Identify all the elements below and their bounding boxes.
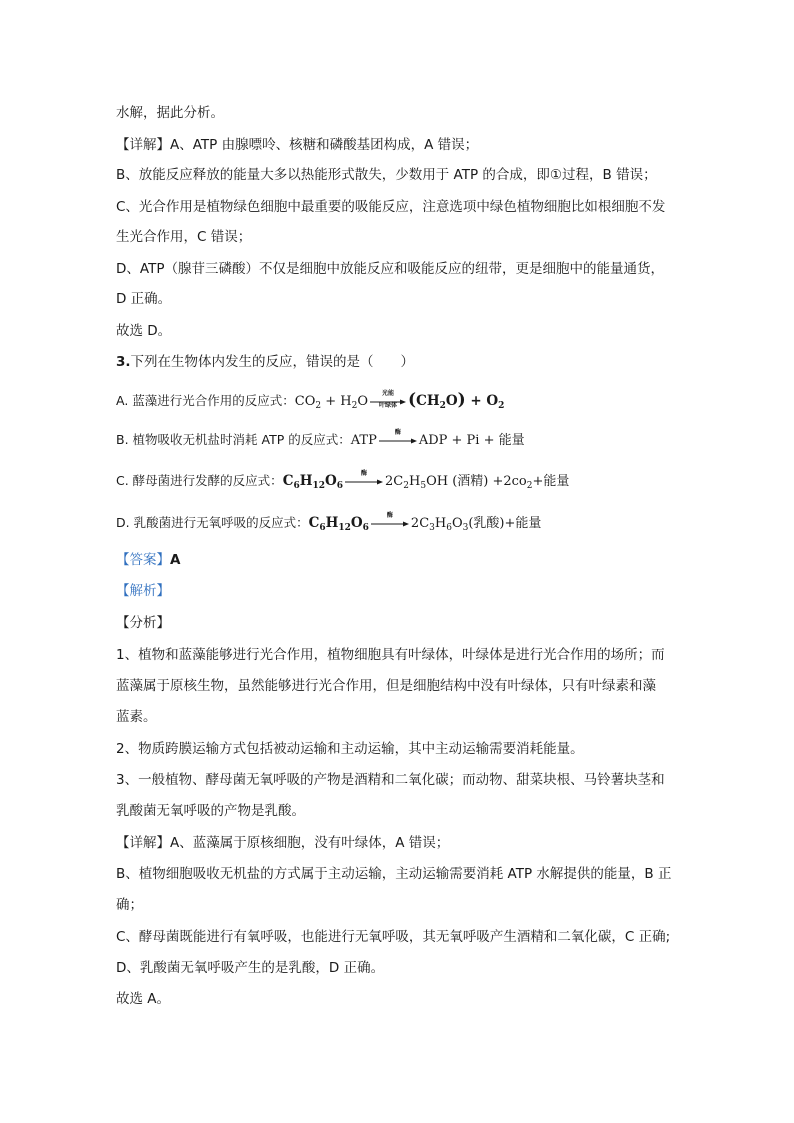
- option-a-products: $(CH_2O) + O_2$: [408, 390, 505, 411]
- option-c-reactant: $C_6H_{12}O_6$: [282, 473, 344, 491]
- text-line: 蓝藻属于原核生物，虽然能够进行光合作用，但是细胞结构中没有叶绿体，只有叶绿素和藻: [116, 678, 656, 694]
- text-line: D、乳酸菌无氧呼吸产生的是乳酸，D 正确。: [116, 960, 385, 976]
- text-line: 确；: [116, 897, 143, 913]
- text-line: 3、一般植物、酵母菌无氧呼吸的产物是酒精和二氧化碳；而动物、甜菜块根、马铃薯块茎和: [116, 772, 665, 788]
- reaction-arrow: 酶: [345, 479, 383, 485]
- text-line: D、ATP（腺苷三磷酸）不仅是细胞中放能反应和吸能反应的纽带，更是细胞中的能量通货，: [116, 261, 664, 277]
- option-b-reactant: ATP: [350, 433, 377, 448]
- answer-line: [116, 551, 180, 569]
- option-b: [116, 428, 525, 450]
- text-line: 2、物质跨膜运输方式包括被动运输和主动运输，其中主动运输需要消耗能量。: [116, 741, 584, 757]
- text-line: C、酵母菌既能进行有氧呼吸，也能进行无氧呼吸，其无氧呼吸产生酒精和二氧化碳，C 正确;: [116, 929, 671, 945]
- text-line: 乳酸菌无氧呼吸的产物是乳酸。: [116, 803, 305, 819]
- option-d-reactant: $C_6H_{12}O_6$: [308, 515, 369, 533]
- reaction-arrow: 光能 叶绿体: [370, 399, 406, 405]
- question-number: 3.: [116, 354, 131, 370]
- text-line: 【详解】A、蓝藻属于原核细胞，没有叶绿体，A 错误；: [116, 835, 450, 851]
- text-line: 故选 D。: [116, 323, 172, 339]
- text-line: 故选 A。: [116, 991, 171, 1007]
- option-d-prefix: D. 乳酸菌进行无氧呼吸的反应式：: [116, 515, 309, 530]
- option-a-reactants: $CO_2 + H_2O$: [294, 394, 369, 411]
- reaction-arrow: 酶: [371, 521, 409, 527]
- answer-value: A: [170, 552, 181, 568]
- option-c-prefix: C. 酵母菌进行发酵的反应式：: [116, 473, 283, 488]
- question-text: 下列在生物体内发生的反应，错误的是（ ）: [130, 354, 415, 370]
- option-b-product: ADP + Pi + 能量: [418, 433, 525, 448]
- option-a-prefix: A. 蓝藻进行光合作用的反应式：: [116, 393, 295, 408]
- option-c: [116, 469, 570, 491]
- option-d-product: $2C_3H_6O_3$(乳酸)+能量: [410, 516, 542, 533]
- text-line: B、植物细胞吸收无机盐的方式属于主动运输，主动运输需要消耗 ATP 水解提供的能量，B 正: [116, 866, 672, 882]
- text-line: 蓝素。: [116, 709, 157, 725]
- option-c-product: $2C_2H_5OH$ (酒精) $+2co_2+$能量: [385, 474, 570, 491]
- reaction-arrow: 酶: [379, 438, 417, 444]
- option-a: [116, 391, 504, 411]
- fenxi-label: 【分析】: [116, 615, 170, 631]
- text-line: 生光合作用，C 错误；: [116, 229, 252, 245]
- option-b-prefix: B. 植物吸收无机盐时消耗 ATP 的反应式：: [116, 432, 351, 447]
- text-line: 1、植物和蓝藻能够进行光合作用，植物细胞具有叶绿体，叶绿体是进行光合作用的场所；而: [116, 647, 665, 663]
- text-line: 【详解】A、ATP 由腺嘌呤、核糖和磷酸基团构成，A 错误；: [116, 137, 479, 153]
- question-stem: [116, 353, 414, 371]
- text-line: 水解，据此分析。: [116, 105, 224, 121]
- analysis-label: 【解析】: [116, 583, 170, 599]
- text-line: B、放能反应释放的能量大多以热能形式散失，少数用于 ATP 的合成，即①过程，B 错误；: [116, 167, 657, 183]
- text-line: C、光合作用是植物绿色细胞中最重要的吸能反应，注意选项中绿色植物细胞比如根细胞不发: [116, 199, 666, 215]
- answer-label: 【答案】: [116, 552, 170, 568]
- option-d: [116, 511, 542, 533]
- text-line: D 正确。: [116, 291, 172, 307]
